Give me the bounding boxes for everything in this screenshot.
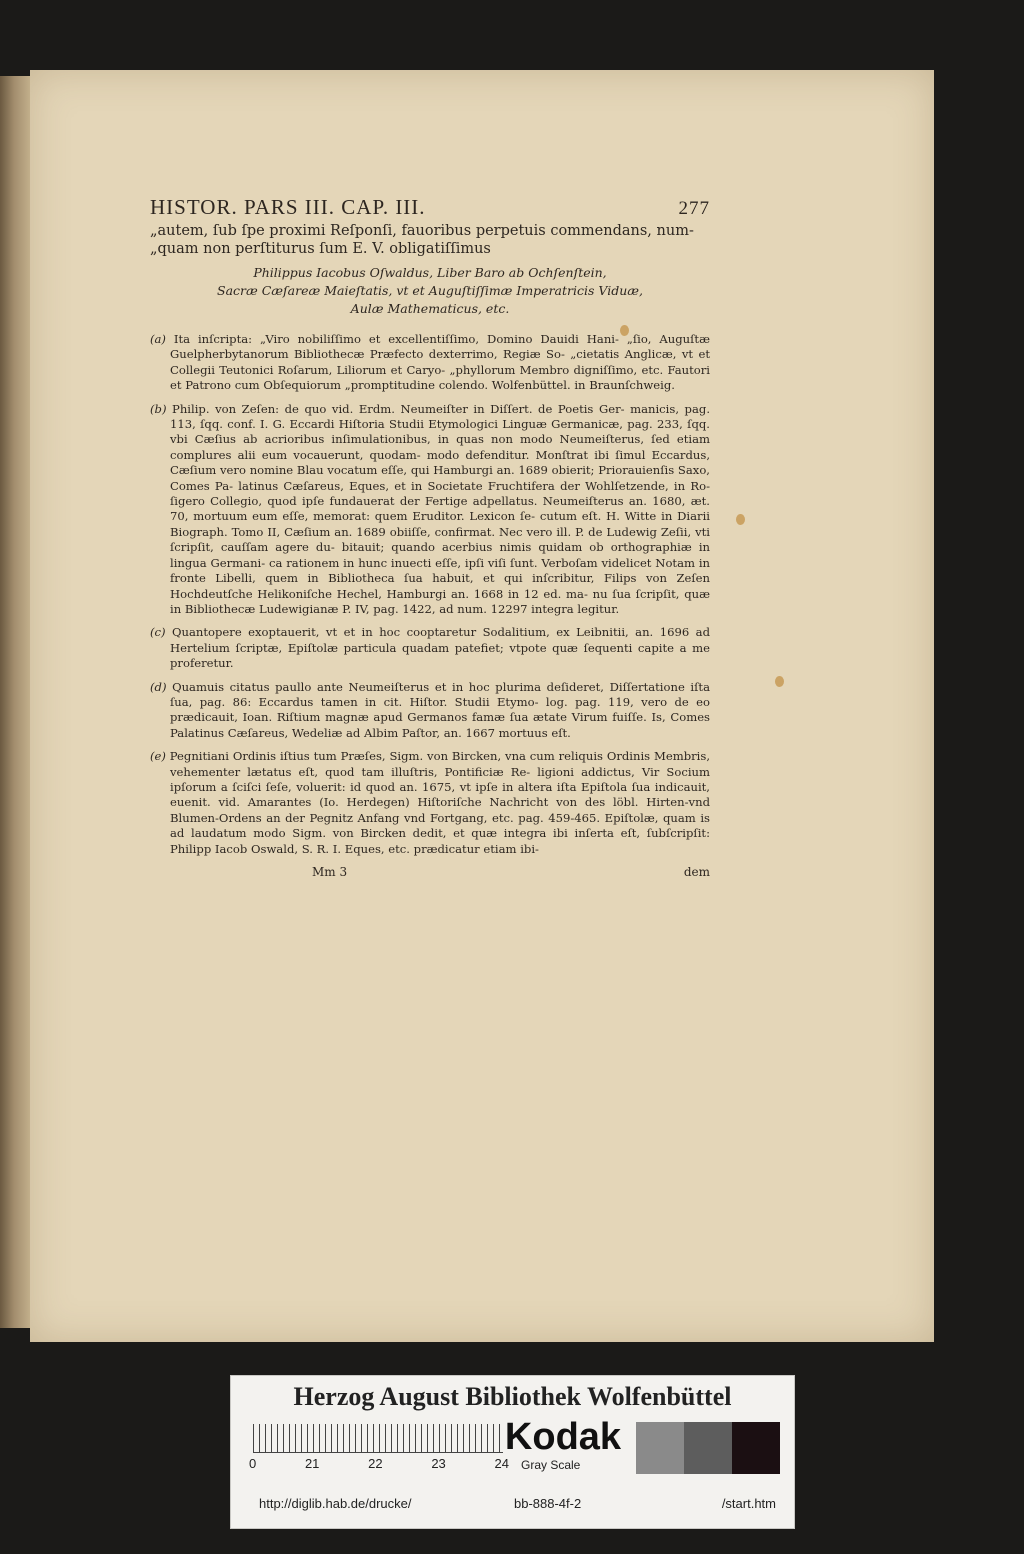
catchword: dem <box>683 865 710 879</box>
ruler-number: 22 <box>368 1456 383 1471</box>
footnote-c <box>150 625 710 671</box>
gray-swatch <box>684 1422 732 1474</box>
footnote-b <box>150 402 710 618</box>
footnote-marker: (b) <box>150 401 167 416</box>
footnote-marker: (a) <box>150 332 166 346</box>
ruler-scale <box>253 1424 503 1453</box>
shelfmark: bb-888-4f-2 <box>514 1496 582 1511</box>
book-page <box>30 70 934 1342</box>
footnote-text: Quantopere exoptauerit, vt et in hoc cooptaretur Sodalitium, ex Leibnitii, an. 1696 ad Hertelium ſcriptæ, Epiſtolæ particula quadam patefiet; vtpote quæ ſequenti capite a me proferetur. <box>170 625 711 671</box>
body-line: „quam non perſtiturus ſum E. V. obligatiſſimus <box>150 241 491 257</box>
kodak-logo: Kodak <box>504 1416 622 1458</box>
color-target-card <box>230 1375 795 1529</box>
footnote-text: Pegnitiani Ordinis iſtius tum Præſes, Sigm. von Bircken, vna cum reliquis Ordinis Membris, vehementer lætatus eſt, quod tam illuſtris, Pontificiæ Re- ligioni addictus, Vir Socium ipſorum a ſciſci ſeſe, voluerit: id quod an. 1675, vt ipſe in altera iſta Epiſtola ſua indicauit, euenit. vid. Amarantes (Io. Herdegen) Hiſtoriſche Nachricht von des löbl. Hirten-vnd Blumen-Ordens an der Pegnitz Anfang vnd Fortgang, etc. pag. 459-465. Epiſtolæ, quam is ad laudatum modo Sigm. von Bircken dedit, et quæ integra ibi inſerta eſt, ſubſcripſit: Philipp Iacob Oswald, S. R. I. Eques, etc. prædicatur etiam ibi- <box>169 749 711 856</box>
gray-scale-label: Gray Scale <box>521 1458 581 1472</box>
ruler-numbers <box>249 1456 509 1471</box>
page-footer <box>150 865 710 879</box>
body-line: „autem, ſub ſpe proximi Reſponſi, fauoribus perpetuis commendans, num- <box>150 223 694 239</box>
signature-line: Philippus Iacobus Oſwaldus, Liber Baro ab Ochſenſtein, <box>253 265 607 280</box>
signature-mark: Mm 3 <box>312 865 348 879</box>
start-url: /start.htm <box>721 1496 776 1511</box>
library-title: Herzog August Bibliothek Wolfenbüttel <box>293 1382 732 1411</box>
ruler-number: 21 <box>304 1456 320 1471</box>
foxing-spot <box>775 676 784 687</box>
signature-line: Aulæ Mathematicus, etc. <box>350 301 510 316</box>
gray-swatches <box>636 1422 780 1474</box>
footnote-e <box>150 749 710 857</box>
page-number: 277 <box>678 198 710 219</box>
signature-block <box>150 264 710 318</box>
footnote-marker: (c) <box>150 625 166 640</box>
footnote-text: Philip. von Zeſen: de quo vid. Erdm. Neumeiſter in Diſſert. de Poetis Ger- manicis, pag. 113, ſqq. conf. I. G. Eccardi Hiſtoria Studii Etymologici Linguæ Germanicæ, pag. 233, ſqq. vbi Cæſius ab acrioribus inſimulationibus, in quas non modo Neumeiſterus, ſed etiam complures alii eum vocauerunt, quodam- modo defenditur. Monſtrat ibi ſimul Eccardus, Cæſium vero nomine Blau vocatum eſſe, qui Hamburgi an. 1689 obierit; Priorauienſis Saxo, Comes Pa- latinus Cæſareus, Eques, et in Societate Fruchtifera der Wohlſetzende, in Ro- ſigero Collegio, quod ipſe fundauerat der Fertige adpellatus. Neumeiſterus an. 1680, æt. 70, mortuum eum eſſe, memorat: quem Eruditor. Lexicon ſe- cutum eſt. H. Witte in Diarii Biograph. Tomo II, Cæſium an. 1689 obiiſſe, confirmat. Nec vero ill. P. de Ludewig Zeſii, vti ſcripſit, cauſſam agere du- bitauit; quando acerbius nimis quidam ob orthographiæ in lingua Germani- ca rationem in hunc inuecti eſſe, ipſi viſi ſunt. Verboſam videlicet Notam in fronte Libelli, quem in Bibliotheca ſua habuit, et qui inſcribitur, Filips von Zeſen Hochdeutſche Helikoniſche Hechel, Hamburgi an. 1668 in 12 ed. ma- nu ſua ſcripſit, quæ in Bibliothecæ Ludewigianæ P. IV, pag. 1422, ad num. 12297 integra legitur. <box>170 401 710 616</box>
footnote-text: Quamuis citatus paullo ante Neumeiſterus et in hoc plurima deſideret, Diſſertatione iſta ſua, pag. 86: Eccardus tamen in cit. Hiſtor. Studii Etymo- log. pag. 119, vero de eo prædicauit, Ioan. Riſtium magnæ apud Germanos famæ ſua ætate Virum fuiſſe. Is, Comes Palatinus Cæſareus, Wedeliæ ad Albim Paſtor, an. 1667 mortuus eſt. <box>170 679 710 740</box>
running-head <box>150 195 710 220</box>
footnote-text: Ita inſcripta: „Viro nobiliſſimo et excellentiſſimo, Domino Dauidi Hani- „ſio, Auguſtæ Guelpherbytanorum Bibliothecæ Præfecto dexterrimo, Regiæ So- „cietatis Anglicæ, vt et Collegii Teutonici Roſarum, Liliorum et Caryo- „phyllorum Membro digniſſimo, etc. Fautori et Patrono cum Obſequiorum „promptitudine colendo. Wolfenbüttel. in Braunſchweig. <box>170 332 710 393</box>
facing-page-edge <box>0 76 32 1328</box>
library-url: http://diglib.hab.de/drucke/ <box>259 1496 412 1511</box>
ruler-number: 0 <box>249 1456 257 1471</box>
footnote-marker: (d) <box>150 679 167 694</box>
ruler-number: 23 <box>431 1456 446 1471</box>
gray-swatch <box>636 1422 684 1474</box>
footnote-d <box>150 680 710 742</box>
signature-line: Sacræ Cæſareæ Maieſtatis, vt et Auguſtiſſimæ Imperatricis Viduæ, <box>217 283 643 298</box>
gray-swatch <box>732 1422 780 1474</box>
ruler-number: 24 <box>494 1456 509 1471</box>
running-head-title: HISTOR. PARS III. CAP. III. <box>150 195 426 219</box>
footnote-a <box>150 332 710 394</box>
foxing-spot <box>736 514 745 525</box>
footnote-marker: (e) <box>150 749 166 764</box>
page-text <box>150 195 710 879</box>
